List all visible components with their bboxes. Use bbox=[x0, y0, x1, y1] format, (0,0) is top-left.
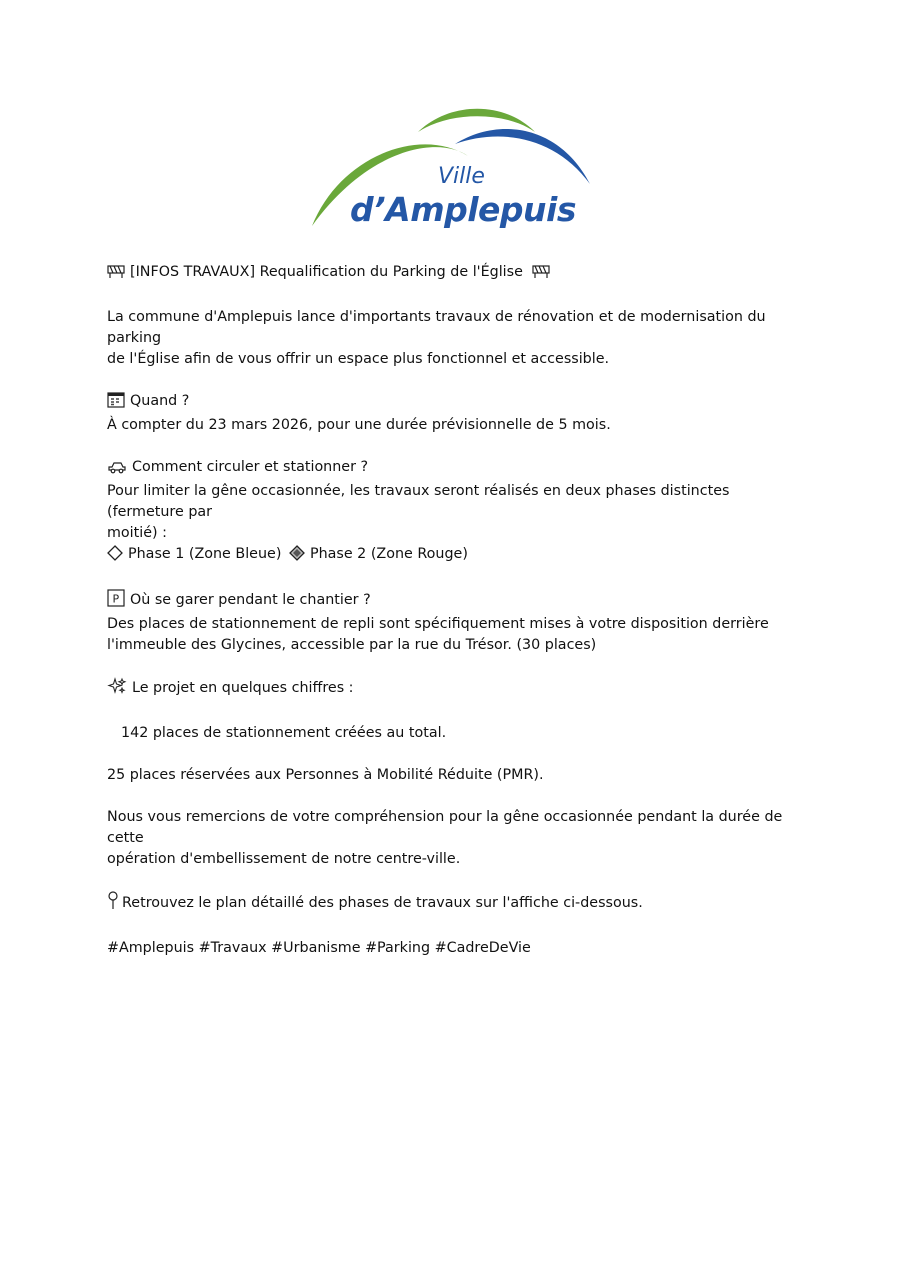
town-logo bbox=[300, 96, 600, 246]
svg-text:P: P bbox=[112, 592, 120, 606]
figure-1: 142 places de stationnement créées au total. bbox=[121, 725, 447, 741]
thanks-line-2: opération d'embellissement de notre centre-ville. bbox=[107, 851, 461, 867]
phase-1: Phase 1 (Zone Bleue) bbox=[128, 546, 282, 562]
diamond-filled-icon bbox=[289, 545, 305, 568]
post-title-line bbox=[107, 262, 797, 286]
plan-text: Retrouvez le plan détaillé des phases de travaux sur l'affiche ci-dessous. bbox=[122, 895, 643, 911]
figures-heading-line bbox=[107, 677, 797, 702]
sparkle-icon bbox=[107, 677, 127, 702]
traffic-text-1: Pour limiter la gêne occasionnée, les travaux seront réalisés en deux phases distinctes (fermeture par bbox=[107, 483, 730, 520]
construction-barrier-icon bbox=[532, 264, 550, 286]
parking-heading-line bbox=[107, 589, 797, 614]
announcement-body bbox=[107, 262, 797, 959]
parking-text-2: l'immeuble des Glycines, accessible par la rue du Trésor. (30 places) bbox=[107, 637, 597, 653]
when-text: À compter du 23 mars 2026, pour une durée prévisionnelle de 5 mois. bbox=[107, 417, 611, 433]
construction-barrier-icon bbox=[107, 264, 125, 286]
calendar-icon bbox=[107, 392, 125, 415]
logo-ville-text: Ville bbox=[438, 164, 485, 189]
figure-2: 25 places réservées aux Personnes à Mobilité Réduite (PMR). bbox=[107, 767, 544, 783]
traffic-heading: Comment circuler et stationner ? bbox=[132, 459, 369, 475]
post-title: [INFOS TRAVAUX] Requalification du Parking de l'Église bbox=[130, 264, 523, 280]
parking-icon bbox=[107, 589, 125, 614]
intro-line-1: La commune d'Amplepuis lance d'importants travaux de rénovation et de modernisation du parking bbox=[107, 309, 766, 346]
thanks-line-1: Nous vous remercions de votre compréhension pour la gêne occasionnée pendant la durée de cette bbox=[107, 809, 783, 846]
traffic-text-2: moitié) : bbox=[107, 525, 167, 541]
parking-heading: Où se garer pendant le chantier ? bbox=[130, 592, 371, 608]
intro-line-2: de l'Église afin de vous offrir un espace plus fonctionnel et accessible. bbox=[107, 351, 610, 367]
traffic-heading-line bbox=[107, 457, 797, 481]
hashtags: #Amplepuis #Travaux #Urbanisme #Parking #CadreDeVie bbox=[107, 940, 531, 956]
when-heading-line bbox=[107, 391, 797, 415]
diamond-outline-icon bbox=[107, 545, 123, 568]
phase-2: Phase 2 (Zone Rouge) bbox=[309, 546, 468, 562]
phases-line bbox=[107, 544, 797, 568]
car-icon bbox=[107, 460, 127, 481]
plan-line bbox=[107, 891, 797, 917]
pushpin-icon bbox=[107, 891, 119, 917]
logo-name-text: d’Amplepuis bbox=[350, 190, 576, 229]
when-heading: Quand ? bbox=[130, 393, 190, 409]
parking-text-1: Des places de stationnement de repli sont spécifiquement mises à votre disposition derrière bbox=[107, 616, 769, 632]
figures-heading: Le projet en quelques chiffres : bbox=[132, 680, 354, 696]
